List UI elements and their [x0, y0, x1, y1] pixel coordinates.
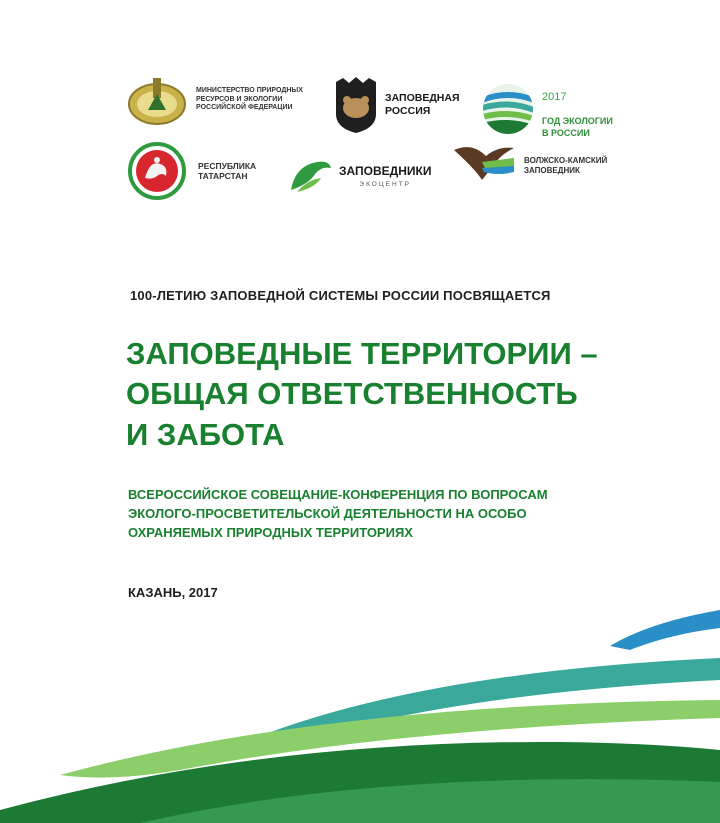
ministry-name: МИНИСТЕРСТВО ПРИРОДНЫХ РЕСУРСОВ И ЭКОЛОГИИ РОССИЙСКОЙ ФЕДЕРАЦИИ: [196, 87, 303, 112]
year-of-ecology-text: [542, 80, 613, 139]
year-of-ecology-logo: [482, 80, 613, 139]
zapovednaya-rossiya-name: ЗАПОВЕДНАЯ РОССИЯ: [385, 92, 460, 117]
conference-subtitle: ВСЕРОССИЙСКОЕ СОВЕЩАНИЕ-КОНФЕРЕНЦИЯ ПО ВОПРОСАМ ЭКОЛОГО-ПРОСВЕТИТЕЛЬСКОЙ ДЕЯТЕЛЬНОСТИ НА ОСОБО ОХРАНЯЕМЫХ ПРИРОДНЫХ ТЕРРИТОРИЯХ: [128, 487, 548, 540]
ministry-emblem-icon: [126, 72, 188, 128]
dedication-line: 100-ЛЕТИЮ ЗАПОВЕДНОЙ СИСТЕМЫ РОССИИ ПОСВЯЩАЕТСЯ: [130, 288, 551, 303]
year-of-ecology-number: 2017: [542, 91, 567, 104]
main-title: ЗАПОВЕДНЫЕ ТЕРРИТОРИИ – ОБЩАЯ ОТВЕТСТВЕННОСТЬ И ЗАБОТА: [126, 336, 598, 452]
place-and-year: КАЗАНЬ, 2017: [128, 585, 218, 600]
volga-kama-logo: [452, 140, 607, 192]
ministry-logo: [126, 72, 303, 128]
zapovedniki-ecocenter-logo: [287, 150, 431, 203]
zapovedniki-subtitle: ЭКОЦЕНТР: [359, 180, 412, 188]
tatarstan-logo: [128, 142, 256, 200]
zapovedniki-text: [339, 150, 431, 203]
decorative-waves: [0, 600, 720, 823]
tatarstan-emblem-icon: [128, 142, 186, 200]
zapovednaya-rossiya-logo: [333, 76, 460, 134]
eagle-landscape-icon: [452, 140, 518, 192]
tatarstan-name: РЕСПУБЛИКА ТАТАРСТАН: [198, 160, 257, 181]
zapovedniki-name: ЗАПОВЕДНИКИ: [339, 164, 432, 179]
bear-shield-icon: [333, 76, 379, 134]
globe-waves-icon: [482, 83, 534, 135]
wave-blue: [610, 610, 720, 650]
volga-kama-name: ВОЛЖСКО-КАМСКИЙ ЗАПОВЕДНИК: [524, 156, 608, 175]
year-of-ecology-label: ГОД ЭКОЛОГИИ В РОССИИ: [542, 116, 613, 138]
leaf-animal-icon: [287, 156, 333, 196]
